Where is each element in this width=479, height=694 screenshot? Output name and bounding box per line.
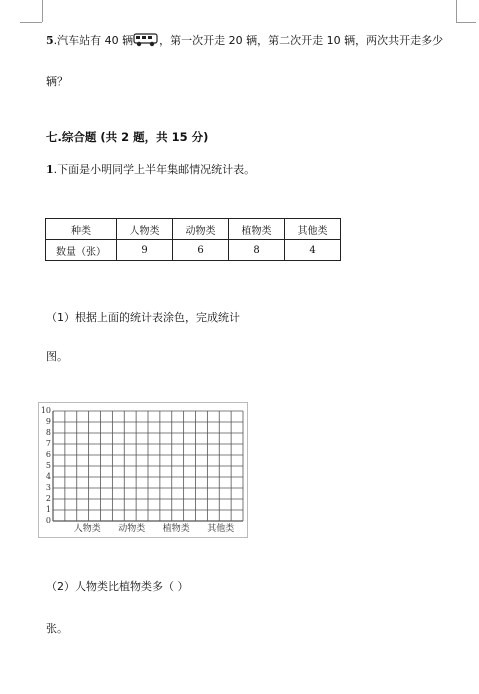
part-1-continuation: 图。 — [46, 350, 68, 363]
table-cell: 6 — [173, 240, 229, 261]
question-1-number: 1 — [46, 163, 54, 176]
question-5-text-before: .汽车站有 40 辆 — [53, 34, 134, 47]
x-category-label: 动物类 — [118, 524, 146, 534]
part-2-text: （2）人物类比植物类多（ ） — [46, 580, 189, 593]
section-title: 七.综合题 (共 2 题，共 15 分) — [46, 130, 209, 144]
part-1-text: （1）根据上面的统计表涂色，完成统计 — [46, 311, 240, 324]
stats-table — [45, 218, 341, 261]
y-tick-label: 10 — [40, 406, 51, 415]
table-header-cell: 植物类 — [229, 219, 285, 240]
table-row — [46, 240, 341, 261]
question-5-continuation: 辆？ — [46, 75, 68, 88]
bus-icon — [133, 33, 159, 47]
y-tick-label: 3 — [45, 483, 51, 492]
y-tick-label: 4 — [45, 472, 51, 481]
table-header-cell: 人物类 — [117, 219, 173, 240]
table-cell: 9 — [117, 240, 173, 261]
crop-mark-right-horizontal — [456, 22, 476, 23]
y-tick-label: 1 — [45, 505, 51, 514]
table-cell: 8 — [229, 240, 285, 261]
part-2-continuation: 张。 — [46, 622, 68, 635]
crop-mark-left-horizontal — [20, 22, 42, 23]
grid-chart — [30, 402, 250, 540]
table-cell: 4 — [285, 240, 341, 261]
question-1 — [46, 163, 255, 177]
question-5 — [46, 33, 443, 48]
y-tick-label: 5 — [45, 461, 51, 470]
y-tick-label: 0 — [45, 516, 51, 525]
y-tick-label: 9 — [45, 417, 51, 426]
question-1-text: .下面是小明同学上半年集邮情况统计表。 — [53, 163, 256, 176]
table-row-label: 数量（张） — [46, 240, 117, 261]
x-category-label: 其他类 — [207, 524, 235, 534]
crop-mark-left-vertical — [42, 0, 43, 22]
table-header-cell: 其他类 — [285, 219, 341, 240]
table-header-cell: 种类 — [46, 219, 117, 240]
y-tick-label: 7 — [45, 439, 51, 448]
table-header-row — [46, 219, 341, 240]
x-category-label: 人物类 — [73, 524, 101, 534]
y-tick-label: 8 — [45, 428, 51, 437]
crop-mark-right-vertical — [456, 0, 457, 22]
chart-grid — [30, 402, 250, 540]
y-tick-label: 2 — [45, 494, 51, 503]
question-5-number: 5 — [46, 34, 54, 47]
table-header-cell: 动物类 — [173, 219, 229, 240]
question-5-text-after: ，第一次开走 20 辆，第二次开走 10 辆，两次共开走多少 — [159, 34, 444, 47]
y-tick-label: 6 — [45, 450, 51, 459]
x-category-label: 植物类 — [162, 524, 190, 534]
